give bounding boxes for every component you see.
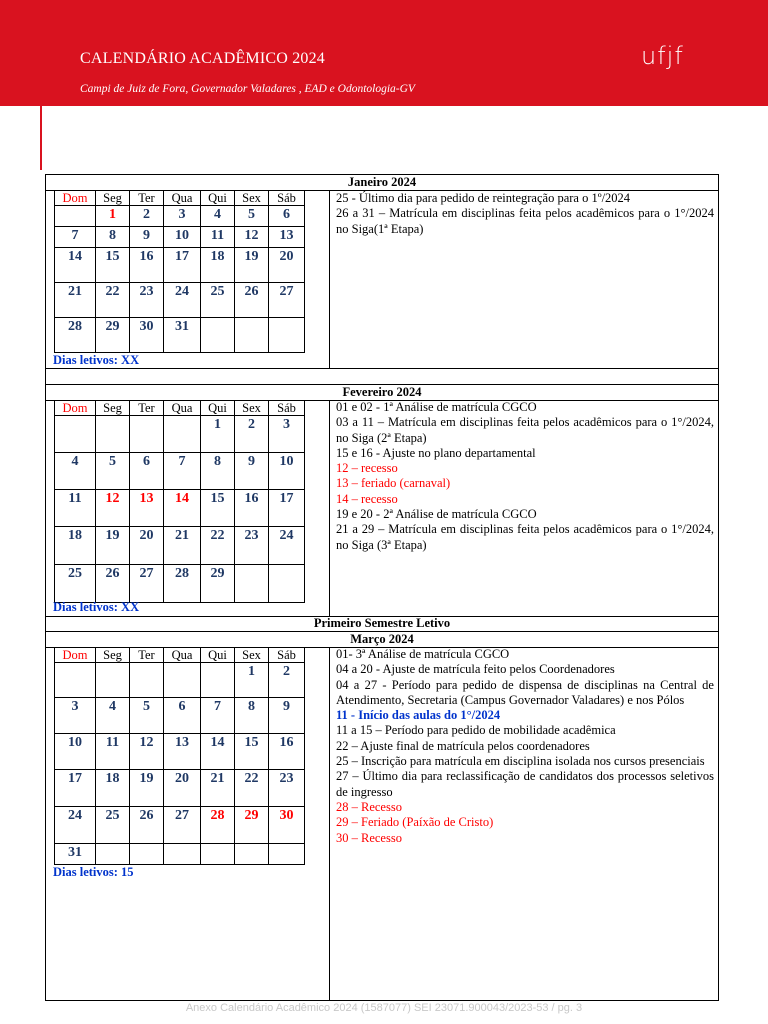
week-row — [55, 490, 305, 527]
day-cell: 29 — [235, 807, 269, 844]
day-cell: 9 — [235, 453, 269, 490]
column-divider — [329, 647, 330, 1000]
dias-letivos-march: Dias letivos: 15 — [53, 865, 134, 879]
week-row — [55, 770, 305, 807]
day-cell: 21 — [164, 527, 201, 565]
day-cell: 22 — [235, 770, 269, 807]
weekday-label: Sex — [235, 191, 269, 206]
day-cell: 11 — [96, 734, 130, 770]
day-cell: 26 — [96, 565, 130, 603]
day-cell: 28 — [201, 807, 235, 844]
day-cell: 1 — [96, 206, 130, 227]
day-cell: 23 — [235, 527, 269, 565]
weekday-label: Ter — [130, 401, 164, 416]
day-cell — [96, 663, 130, 698]
day-cell — [201, 663, 235, 698]
calendar-january — [54, 190, 305, 353]
event-item: 11 a 15 – Período para pedido de mobilidade acadêmica — [336, 723, 616, 738]
column-divider — [329, 400, 330, 616]
month-title-january: Janeiro 2024 — [46, 175, 718, 191]
event-item: 11 - Início das aulas do 1°/2024 — [336, 708, 501, 723]
event-item: 29 – Feriado (Paíxão de Cristo) — [336, 815, 494, 830]
day-cell: 6 — [130, 453, 164, 490]
weekday-label: Sáb — [269, 191, 305, 206]
weekday-label: Seg — [96, 401, 130, 416]
day-cell: 26 — [130, 807, 164, 844]
day-cell: 24 — [164, 283, 201, 318]
day-cell: 12 — [130, 734, 164, 770]
week-row — [55, 565, 305, 603]
event-item: 28 – Recesso — [336, 799, 402, 814]
event-item: 19 e 20 - 2ª Análise de matrícula CGCO — [336, 507, 537, 522]
event-item: 27 – Último dia para reclassificação de candidatos dos processos seletivos de ingresso — [336, 769, 714, 799]
campus-subtitle: Campi de Juiz de Fora, Governador Valadares , EAD e Odontologia-GV — [80, 83, 415, 95]
weekday-label: Sáb — [269, 401, 305, 416]
day-cell: 2 — [269, 663, 305, 698]
weekday-label: Sex — [235, 648, 269, 663]
day-cell: 3 — [269, 416, 305, 453]
day-cell: 11 — [201, 227, 235, 248]
event-item: 04 a 27 - Período para pedido de dispensa de disciplinas na Central de Atendimento, Secretaria (Campus Governador Valadares) e nos Pólos — [336, 677, 714, 707]
day-cell: 13 — [164, 734, 201, 770]
day-cell: 22 — [96, 283, 130, 318]
day-cell: 24 — [269, 527, 305, 565]
day-cell: 9 — [130, 227, 164, 248]
day-cell: 28 — [164, 565, 201, 603]
day-cell: 25 — [96, 807, 130, 844]
day-cell: 13 — [130, 490, 164, 527]
day-cell — [96, 416, 130, 453]
week-row — [55, 527, 305, 565]
day-cell: 15 — [96, 248, 130, 283]
week-row — [55, 844, 305, 865]
weekday-label: Ter — [130, 648, 164, 663]
weekday-label: Sáb — [269, 648, 305, 663]
week-row — [55, 698, 305, 734]
events-february — [336, 400, 714, 553]
day-cell: 15 — [201, 490, 235, 527]
week-row — [55, 318, 305, 353]
event-item: 04 a 20 - Ajuste de matrícula feito pelos Coordenadores — [336, 662, 615, 677]
day-cell: 18 — [201, 248, 235, 283]
day-cell — [235, 844, 269, 865]
week-row — [55, 663, 305, 698]
week-row — [55, 248, 305, 283]
week-row — [55, 416, 305, 453]
event-item: 21 a 29 – Matrícula em disciplinas feita pelos acadêmicos para o 1°/2024, no Siga (3ª Etapa) — [336, 522, 714, 552]
page-header — [0, 0, 768, 106]
day-cell: 4 — [96, 698, 130, 734]
day-cell: 5 — [130, 698, 164, 734]
day-cell: 9 — [269, 698, 305, 734]
weekday-label: Qui — [201, 401, 235, 416]
day-cell: 5 — [235, 206, 269, 227]
weekday-header-row — [55, 648, 305, 663]
day-cell: 30 — [130, 318, 164, 353]
week-row — [55, 807, 305, 844]
day-cell: 29 — [201, 565, 235, 603]
day-cell: 31 — [164, 318, 201, 353]
day-cell: 20 — [130, 527, 164, 565]
day-cell — [130, 844, 164, 865]
day-cell: 15 — [235, 734, 269, 770]
week-row — [55, 283, 305, 318]
week-row — [55, 453, 305, 490]
day-cell: 19 — [235, 248, 269, 283]
day-cell: 25 — [201, 283, 235, 318]
day-cell: 5 — [96, 453, 130, 490]
day-cell: 12 — [235, 227, 269, 248]
day-cell: 28 — [55, 318, 96, 353]
day-cell: 16 — [235, 490, 269, 527]
weekday-label: Dom — [55, 401, 96, 416]
day-cell: 10 — [269, 453, 305, 490]
weekday-label: Qui — [201, 191, 235, 206]
month-title-march: Março 2024 — [46, 632, 718, 648]
day-cell — [55, 206, 96, 227]
day-cell: 12 — [96, 490, 130, 527]
event-item: 01- 3ª Análise de matrícula CGCO — [336, 647, 510, 661]
day-cell — [130, 663, 164, 698]
day-cell: 20 — [269, 248, 305, 283]
event-item: 25 - Último dia para pedido de reintegração para o 1º/2024 — [336, 191, 631, 205]
day-cell: 14 — [164, 490, 201, 527]
day-cell: 6 — [269, 206, 305, 227]
events-march — [336, 647, 714, 846]
day-cell — [130, 416, 164, 453]
day-cell — [55, 663, 96, 698]
day-cell: 18 — [55, 527, 96, 565]
month-title-february: Fevereiro 2024 — [46, 385, 718, 401]
weekday-label: Qua — [164, 401, 201, 416]
day-cell — [164, 844, 201, 865]
calendar-frame — [45, 174, 719, 1001]
day-cell: 10 — [164, 227, 201, 248]
day-cell: 23 — [130, 283, 164, 318]
day-cell: 21 — [201, 770, 235, 807]
day-cell: 21 — [55, 283, 96, 318]
weekday-label: Qua — [164, 191, 201, 206]
day-cell: 11 — [55, 490, 96, 527]
day-cell: 14 — [55, 248, 96, 283]
day-cell: 26 — [235, 283, 269, 318]
day-cell: 27 — [130, 565, 164, 603]
calendar-february — [54, 400, 305, 603]
day-cell — [164, 416, 201, 453]
day-cell: 3 — [55, 698, 96, 734]
day-cell: 14 — [201, 734, 235, 770]
day-cell: 2 — [235, 416, 269, 453]
page-footer: Anexo Calendário Acadêmico 2024 (1587077) SEI 23071.900043/2023-53 / pg. 3 — [185, 1002, 583, 1014]
day-cell: 27 — [164, 807, 201, 844]
semester-title: Primeiro Semestre Letivo — [46, 616, 718, 632]
event-item: 12 – recesso — [336, 461, 398, 476]
day-cell — [55, 416, 96, 453]
day-cell: 6 — [164, 698, 201, 734]
day-cell: 1 — [201, 416, 235, 453]
weekday-label: Sex — [235, 401, 269, 416]
day-cell: 20 — [164, 770, 201, 807]
day-cell: 19 — [96, 527, 130, 565]
day-cell: 3 — [164, 206, 201, 227]
day-cell: 23 — [269, 770, 305, 807]
day-cell: 27 — [269, 283, 305, 318]
day-cell: 1 — [235, 663, 269, 698]
day-cell — [164, 663, 201, 698]
day-cell: 8 — [96, 227, 130, 248]
day-cell: 8 — [235, 698, 269, 734]
day-cell: 16 — [269, 734, 305, 770]
red-margin-line — [40, 104, 42, 170]
weekday-label: Qui — [201, 648, 235, 663]
event-item: 30 – Recesso — [336, 830, 402, 845]
day-cell: 18 — [96, 770, 130, 807]
day-cell — [269, 844, 305, 865]
day-cell — [96, 844, 130, 865]
day-cell: 4 — [201, 206, 235, 227]
day-cell: 16 — [130, 248, 164, 283]
event-item: 03 a 11 – Matrícula em disciplinas feita pelos acadêmicos para o 1°/2024, no Siga (2ª Etapa) — [336, 415, 714, 445]
column-divider — [329, 190, 330, 368]
event-item: 26 a 31 – Matrícula em disciplinas feita pelos acadêmicos para o 1°/2024 no Siga(1ª Etapa) — [336, 206, 714, 236]
day-cell: 7 — [55, 227, 96, 248]
weekday-label: Qua — [164, 648, 201, 663]
calendar-march — [54, 647, 305, 865]
weekday-header-row — [55, 401, 305, 416]
weekday-header-row — [55, 191, 305, 206]
event-item: 13 – feriado (carnaval) — [336, 476, 451, 491]
weekday-label: Dom — [55, 648, 96, 663]
day-cell: 17 — [164, 248, 201, 283]
day-cell: 24 — [55, 807, 96, 844]
day-cell: 7 — [164, 453, 201, 490]
weekday-label: Dom — [55, 191, 96, 206]
day-cell: 4 — [55, 453, 96, 490]
event-item: 22 – Ajuste final de matrícula pelos coordenadores — [336, 738, 590, 753]
day-cell: 31 — [55, 844, 96, 865]
events-january — [336, 191, 714, 237]
day-cell — [269, 318, 305, 353]
day-cell: 17 — [269, 490, 305, 527]
row-divider — [46, 368, 718, 369]
day-cell: 19 — [130, 770, 164, 807]
day-cell — [201, 318, 235, 353]
day-cell: 10 — [55, 734, 96, 770]
week-row — [55, 734, 305, 770]
dias-letivos-february: Dias letivos: XX — [53, 600, 140, 614]
weekday-label: Seg — [96, 648, 130, 663]
event-item: 01 e 02 - 1ª Análise de matrícula CGCO — [336, 400, 537, 414]
ufjf-logo: ufjf — [641, 42, 684, 70]
week-row — [55, 227, 305, 248]
calendar-title: CALENDÁRIO ACADÊMICO 2024 — [80, 50, 325, 67]
day-cell: 17 — [55, 770, 96, 807]
day-cell: 29 — [96, 318, 130, 353]
weekday-label: Ter — [130, 191, 164, 206]
event-item: 25 – Inscrição para matrícula em disciplina isolada nos cursos presenciais — [336, 754, 705, 769]
day-cell — [269, 565, 305, 603]
event-item: 14 – recesso — [336, 491, 398, 506]
day-cell: 2 — [130, 206, 164, 227]
day-cell — [235, 565, 269, 603]
day-cell: 25 — [55, 565, 96, 603]
day-cell: 30 — [269, 807, 305, 844]
weekday-label: Seg — [96, 191, 130, 206]
day-cell: 22 — [201, 527, 235, 565]
dias-letivos-january: Dias letivos: XX — [53, 353, 140, 367]
day-cell — [201, 844, 235, 865]
day-cell: 13 — [269, 227, 305, 248]
event-item: 15 e 16 - Ajuste no plano departamental — [336, 445, 536, 460]
week-row — [55, 206, 305, 227]
day-cell — [235, 318, 269, 353]
day-cell: 8 — [201, 453, 235, 490]
day-cell: 7 — [201, 698, 235, 734]
